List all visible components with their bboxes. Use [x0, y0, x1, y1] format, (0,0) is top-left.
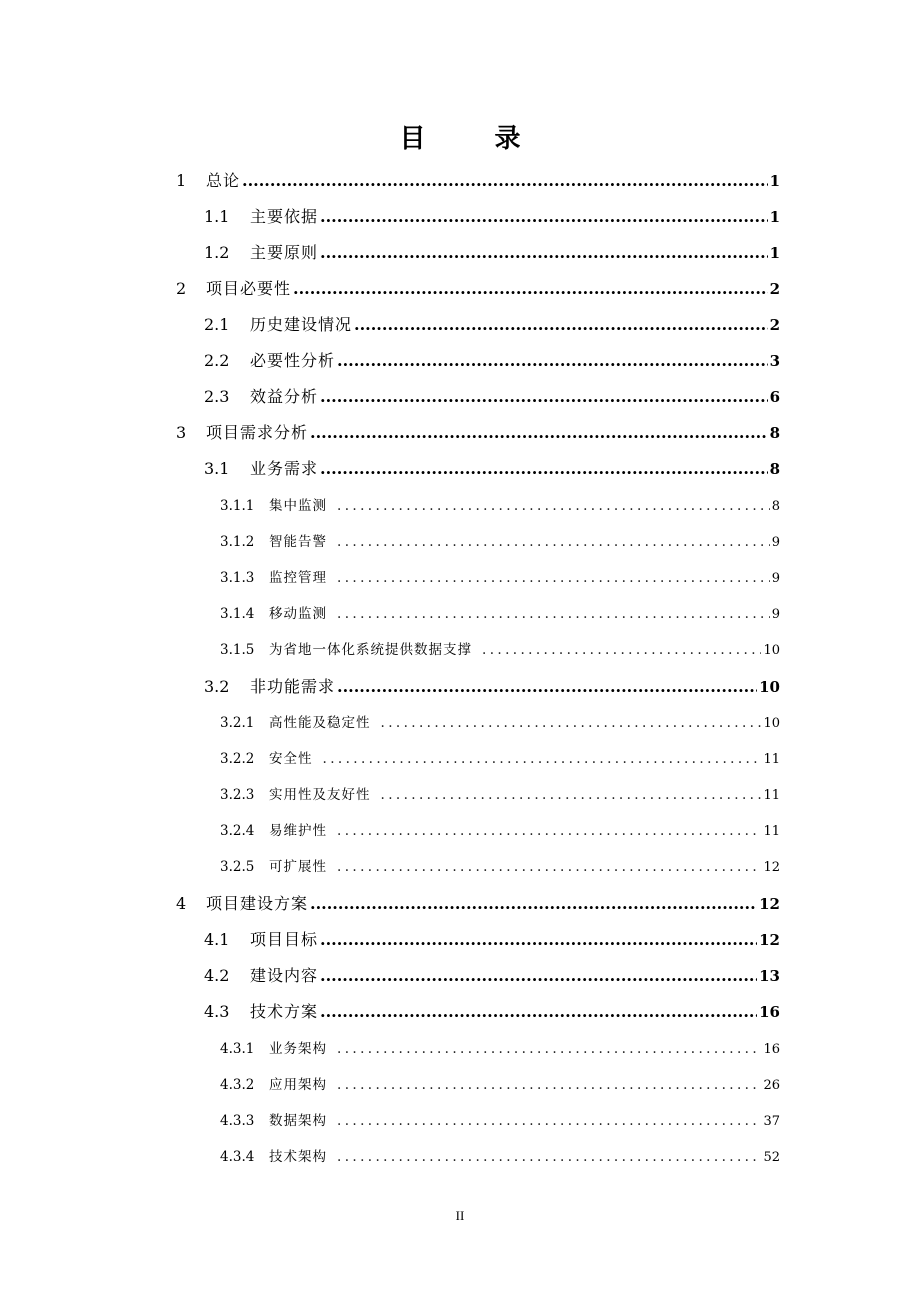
toc-entry-label: 监控管理 [269, 570, 327, 586]
toc-entry-label: 应用架构 [269, 1077, 327, 1093]
toc-entry-label: 移动监测 [269, 606, 327, 622]
toc-entry-label: 可扩展性 [269, 859, 327, 875]
toc-entry-number: 4.3.1 [220, 1041, 255, 1057]
toc-entry[interactable] [220, 711, 780, 731]
toc-entry-label: 数据架构 [269, 1113, 327, 1129]
toc-entry-label: 为省地一体化系统提供数据支撑 [269, 642, 472, 658]
dot-leader [320, 207, 768, 226]
toc-entry-number: 4.3 [204, 1002, 230, 1021]
toc-entry-number: 3.2 [204, 677, 230, 696]
toc-entry-number: 3.2.2 [220, 751, 255, 767]
toc-title: 目 录 [399, 124, 551, 154]
dot-leader [337, 859, 761, 875]
toc-entry[interactable] [176, 891, 780, 914]
toc-entry[interactable] [204, 674, 780, 697]
dot-leader [320, 1002, 757, 1021]
toc-entry-page: 1 [769, 244, 780, 262]
toc-entry[interactable] [220, 855, 780, 875]
dot-leader [320, 387, 768, 406]
dot-leader [337, 1149, 761, 1165]
toc-entry-page: 13 [759, 967, 780, 985]
toc-entry[interactable] [220, 783, 780, 803]
toc-entry[interactable] [204, 384, 780, 407]
toc-entry[interactable] [204, 204, 780, 227]
toc-entry[interactable] [220, 1145, 780, 1165]
dot-leader [242, 171, 768, 190]
dot-leader [337, 498, 770, 514]
toc-entry-label: 项目目标 [250, 930, 319, 949]
toc-entry-number: 3.2.3 [220, 787, 255, 803]
dot-leader [381, 787, 762, 803]
toc-entry-page: 9 [771, 607, 780, 622]
toc-entry-number: 3.2.5 [220, 859, 255, 875]
toc-entry-label: 必要性分析 [250, 351, 336, 370]
page-number: II [455, 1208, 465, 1223]
toc-entry[interactable] [204, 927, 780, 950]
toc-entry-page: 16 [763, 1042, 780, 1057]
toc-entry-label: 业务需求 [250, 459, 319, 478]
toc-entry-label: 业务架构 [269, 1041, 327, 1057]
toc-entry[interactable] [204, 240, 780, 263]
toc-entry-page: 8 [769, 460, 780, 478]
toc-entry-page: 2 [769, 280, 780, 298]
toc-entry[interactable] [220, 819, 780, 839]
toc-entry-page: 1 [769, 208, 780, 226]
dot-leader [337, 823, 761, 839]
toc-entry[interactable] [204, 456, 780, 479]
toc-entry-label: 非功能需求 [250, 677, 336, 696]
dot-leader [337, 677, 757, 696]
toc-entry[interactable] [220, 747, 780, 767]
toc-entry-number: 4.2 [204, 966, 230, 985]
dot-leader [320, 459, 768, 478]
toc-entry-label: 效益分析 [250, 387, 319, 406]
toc-entry-label: 建设内容 [250, 966, 319, 985]
toc-entry-label: 实用性及友好性 [269, 787, 371, 803]
toc-entry-page: 2 [769, 316, 780, 334]
dot-leader [337, 1041, 761, 1057]
toc-entry[interactable] [176, 420, 780, 443]
toc-entry[interactable] [176, 168, 780, 191]
toc-entry-page: 10 [759, 678, 780, 696]
toc-entry-number: 4.3.4 [220, 1149, 255, 1165]
toc-entry-label: 项目建设方案 [206, 894, 309, 913]
toc-entry-label: 安全性 [269, 751, 313, 767]
toc-entry[interactable] [220, 530, 780, 550]
toc-entry-number: 1.2 [204, 243, 230, 262]
toc-entry-page: 8 [771, 499, 780, 514]
toc-entry[interactable] [204, 312, 780, 335]
toc-entry[interactable] [176, 276, 780, 299]
toc-entry-number: 3.1.1 [220, 498, 255, 514]
dot-leader [381, 715, 762, 731]
toc-entry-number: 1.1 [204, 207, 230, 226]
toc-entry-number: 2.3 [204, 387, 230, 406]
toc-entry-page: 11 [763, 824, 780, 839]
toc-entry-label: 主要原则 [250, 243, 319, 262]
toc-entry-label: 集中监测 [269, 498, 327, 514]
dot-leader [293, 279, 768, 298]
toc-entry[interactable] [220, 1037, 780, 1057]
toc-entry[interactable] [204, 963, 780, 986]
toc-entry-number: 3.1 [204, 459, 230, 478]
toc-entry[interactable] [220, 1073, 780, 1093]
toc-entry[interactable] [220, 494, 780, 514]
toc-entry[interactable] [220, 602, 780, 622]
toc-entry-number: 3.1.5 [220, 642, 255, 658]
toc-entry[interactable] [220, 1109, 780, 1129]
toc-entry-number: 3.1.2 [220, 534, 255, 550]
toc-entry-number: 3.1.3 [220, 570, 255, 586]
toc-entry-page: 11 [763, 788, 780, 803]
dot-leader [337, 1113, 761, 1129]
dot-leader [320, 966, 757, 985]
toc-entry-number: 4.3.3 [220, 1113, 255, 1129]
toc-entry-page: 6 [769, 388, 780, 406]
toc-entry-number: 4.1 [204, 930, 230, 949]
dot-leader [323, 751, 762, 767]
dot-leader [482, 642, 761, 658]
toc-entry-label: 项目需求分析 [206, 423, 309, 442]
toc-entry-page: 9 [771, 571, 780, 586]
toc-entry-page: 37 [763, 1114, 780, 1129]
toc-entry-label: 智能告警 [269, 534, 327, 550]
toc-entry-number: 2 [176, 279, 187, 298]
dot-leader [310, 423, 768, 442]
toc-entry-page: 3 [769, 352, 780, 370]
toc-entry-number: 2.2 [204, 351, 230, 370]
toc-entry-label: 项目必要性 [206, 279, 292, 298]
toc-entry-page: 52 [763, 1150, 780, 1165]
toc-entry-number: 3.1.4 [220, 606, 255, 622]
toc-entry-page: 9 [771, 535, 780, 550]
dot-leader [337, 351, 768, 370]
toc-entry-page: 11 [763, 752, 780, 767]
toc-entry-page: 12 [763, 860, 780, 875]
toc-entry-page: 8 [769, 424, 780, 442]
toc-entry-number: 1 [176, 171, 187, 190]
toc-entry-number: 3 [176, 423, 187, 442]
toc-entry-label: 易维护性 [269, 823, 327, 839]
toc-entry-number: 4.3.2 [220, 1077, 255, 1093]
dot-leader [320, 930, 757, 949]
toc-entry[interactable] [204, 999, 780, 1022]
toc-entry-label: 主要依据 [250, 207, 319, 226]
toc-entry-page: 26 [763, 1078, 780, 1093]
toc-entry[interactable] [220, 566, 780, 586]
toc-entry-page: 10 [763, 716, 780, 731]
toc-entry-label: 高性能及稳定性 [269, 715, 371, 731]
toc-entry-number: 2.1 [204, 315, 230, 334]
toc-entry-number: 3.2.4 [220, 823, 255, 839]
dot-leader [320, 243, 768, 262]
toc-entry-number: 3.2.1 [220, 715, 255, 731]
toc-entry-label: 技术方案 [250, 1002, 319, 1021]
dot-leader [337, 606, 770, 622]
toc-entry[interactable] [220, 638, 780, 658]
toc-entry-label: 总论 [206, 171, 241, 190]
toc-entry-page: 16 [759, 1003, 780, 1021]
dot-leader [354, 315, 768, 334]
dot-leader [337, 1077, 761, 1093]
toc-entry-page: 10 [763, 643, 780, 658]
dot-leader [337, 534, 770, 550]
toc-entry-page: 1 [769, 172, 780, 190]
toc-entry[interactable] [204, 348, 780, 371]
toc-entry-page: 12 [759, 895, 780, 913]
toc-entry-label: 技术架构 [269, 1149, 327, 1165]
toc-entry-page: 12 [759, 931, 780, 949]
toc-entry-number: 4 [176, 894, 187, 913]
dot-leader [310, 894, 757, 913]
dot-leader [337, 570, 770, 586]
toc-entry-label: 历史建设情况 [250, 315, 353, 334]
